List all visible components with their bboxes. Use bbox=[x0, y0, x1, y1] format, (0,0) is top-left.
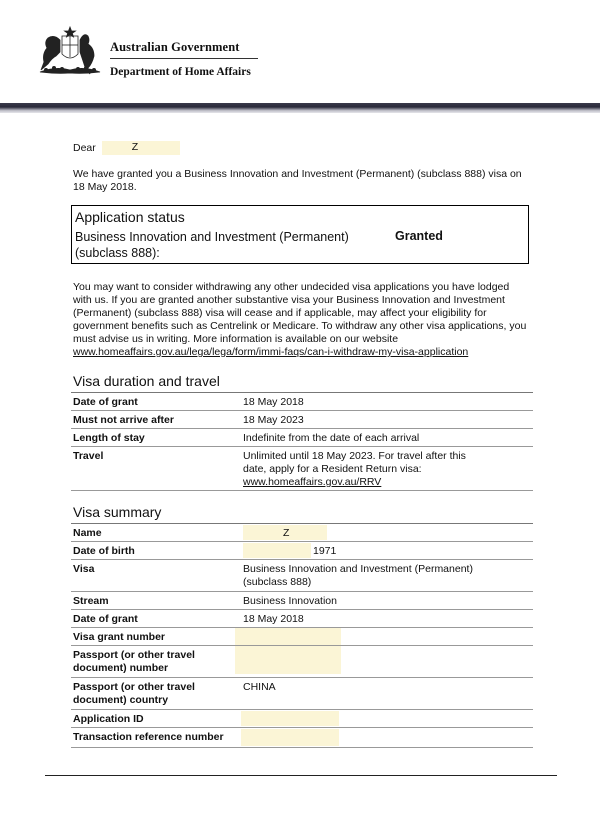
table-row bbox=[71, 592, 533, 610]
rrv-link[interactable]: www.homeaffairs.gov.au/RRV bbox=[243, 476, 382, 488]
greeting bbox=[73, 141, 180, 155]
table-row bbox=[71, 447, 533, 491]
row-value: Business Innovation bbox=[243, 595, 337, 607]
row-label: Visa bbox=[73, 563, 95, 575]
table-row bbox=[71, 524, 533, 542]
row-label: Visa grant number bbox=[73, 631, 165, 643]
duration-section-title: Visa duration and travel bbox=[73, 373, 220, 389]
redacted-name bbox=[102, 141, 180, 155]
redacted-field bbox=[243, 543, 311, 558]
greeting-name: Z bbox=[131, 141, 139, 153]
coat-of-arms-icon bbox=[36, 26, 104, 78]
row-label: Passport (or other travel document) country bbox=[73, 681, 195, 706]
withdraw-info-link[interactable]: www.homeaffairs.gov.au/lega/lega/form/immi-faqs/can-i-withdraw-my-visa-application bbox=[73, 346, 469, 358]
intro-paragraph: We have granted you a Business Innovation and Investment (Permanent) (subclass 888) visa on 18 May 2018. bbox=[73, 168, 522, 193]
row-label: Date of grant bbox=[73, 613, 138, 625]
table-row bbox=[71, 610, 533, 628]
row-label: Stream bbox=[73, 595, 109, 607]
redacted-field bbox=[241, 729, 339, 746]
row-value: Z bbox=[283, 527, 290, 539]
summary-table bbox=[71, 523, 533, 748]
government-title: Australian Government bbox=[110, 40, 240, 54]
row-label: Date of birth bbox=[73, 545, 135, 557]
row-value: CHINA bbox=[243, 681, 276, 693]
status-title: Application status bbox=[75, 209, 185, 225]
row-value: 18 May 2018 bbox=[243, 396, 304, 408]
row-label: Date of grant bbox=[73, 396, 138, 408]
row-label: Name bbox=[73, 527, 102, 539]
department-title: Department of Home Affairs bbox=[110, 66, 251, 78]
status-badge: Granted bbox=[395, 229, 443, 243]
row-value: Business Innovation and Investment (Permanent) (subclass 888) bbox=[243, 563, 473, 588]
footer-divider bbox=[45, 775, 557, 776]
row-label: Passport (or other travel document) number bbox=[73, 649, 195, 674]
table-row bbox=[71, 728, 533, 748]
row-value: 18 May 2023 bbox=[243, 414, 304, 426]
redacted-field bbox=[235, 646, 341, 674]
row-value: 18 May 2018 bbox=[243, 613, 304, 625]
table-row bbox=[71, 411, 533, 429]
row-value: Indefinite from the date of each arrival bbox=[243, 432, 420, 444]
advice-paragraph bbox=[73, 281, 528, 359]
row-label: Application ID bbox=[73, 713, 144, 725]
application-status-box bbox=[71, 205, 529, 264]
letterhead bbox=[0, 0, 600, 115]
table-row bbox=[71, 628, 533, 646]
table-row bbox=[71, 429, 533, 447]
table-row bbox=[71, 678, 533, 710]
row-label: Must not arrive after bbox=[73, 414, 174, 426]
table-row bbox=[71, 646, 533, 678]
table-row bbox=[71, 542, 533, 560]
status-visa-name: Business Innovation and Investment (Permanent) (subclass 888): bbox=[75, 230, 349, 260]
travel-text: Unlimited until 18 May 2023. For travel after this date, apply for a Resident Return visa: bbox=[243, 450, 466, 475]
row-value: 1971 bbox=[313, 545, 337, 557]
duration-table bbox=[71, 392, 533, 491]
title-divider bbox=[110, 58, 258, 59]
redacted-field bbox=[235, 628, 341, 645]
advice-text: You may want to consider withdrawing any other undecided visa applications you have lodged with us. If you are granted another substantive visa your Business Innovation and Investment (Permanent) (subclass 888) visa will cease and if applicable, may affect your eligibility for government benefits such as Centrelink or Medicare. To withdraw any other visa applications, you must advise us in writing. More information is available on our website bbox=[73, 281, 527, 345]
redacted-field bbox=[241, 711, 339, 726]
table-row bbox=[71, 560, 533, 592]
greeting-prefix: Dear bbox=[73, 141, 96, 154]
table-row bbox=[71, 393, 533, 411]
summary-section-title: Visa summary bbox=[73, 504, 162, 520]
table-row bbox=[71, 710, 533, 728]
row-label: Length of stay bbox=[73, 432, 145, 444]
row-label: Travel bbox=[73, 450, 104, 462]
row-value bbox=[243, 450, 473, 489]
row-label: Transaction reference number bbox=[73, 731, 224, 743]
header-band bbox=[0, 103, 600, 113]
